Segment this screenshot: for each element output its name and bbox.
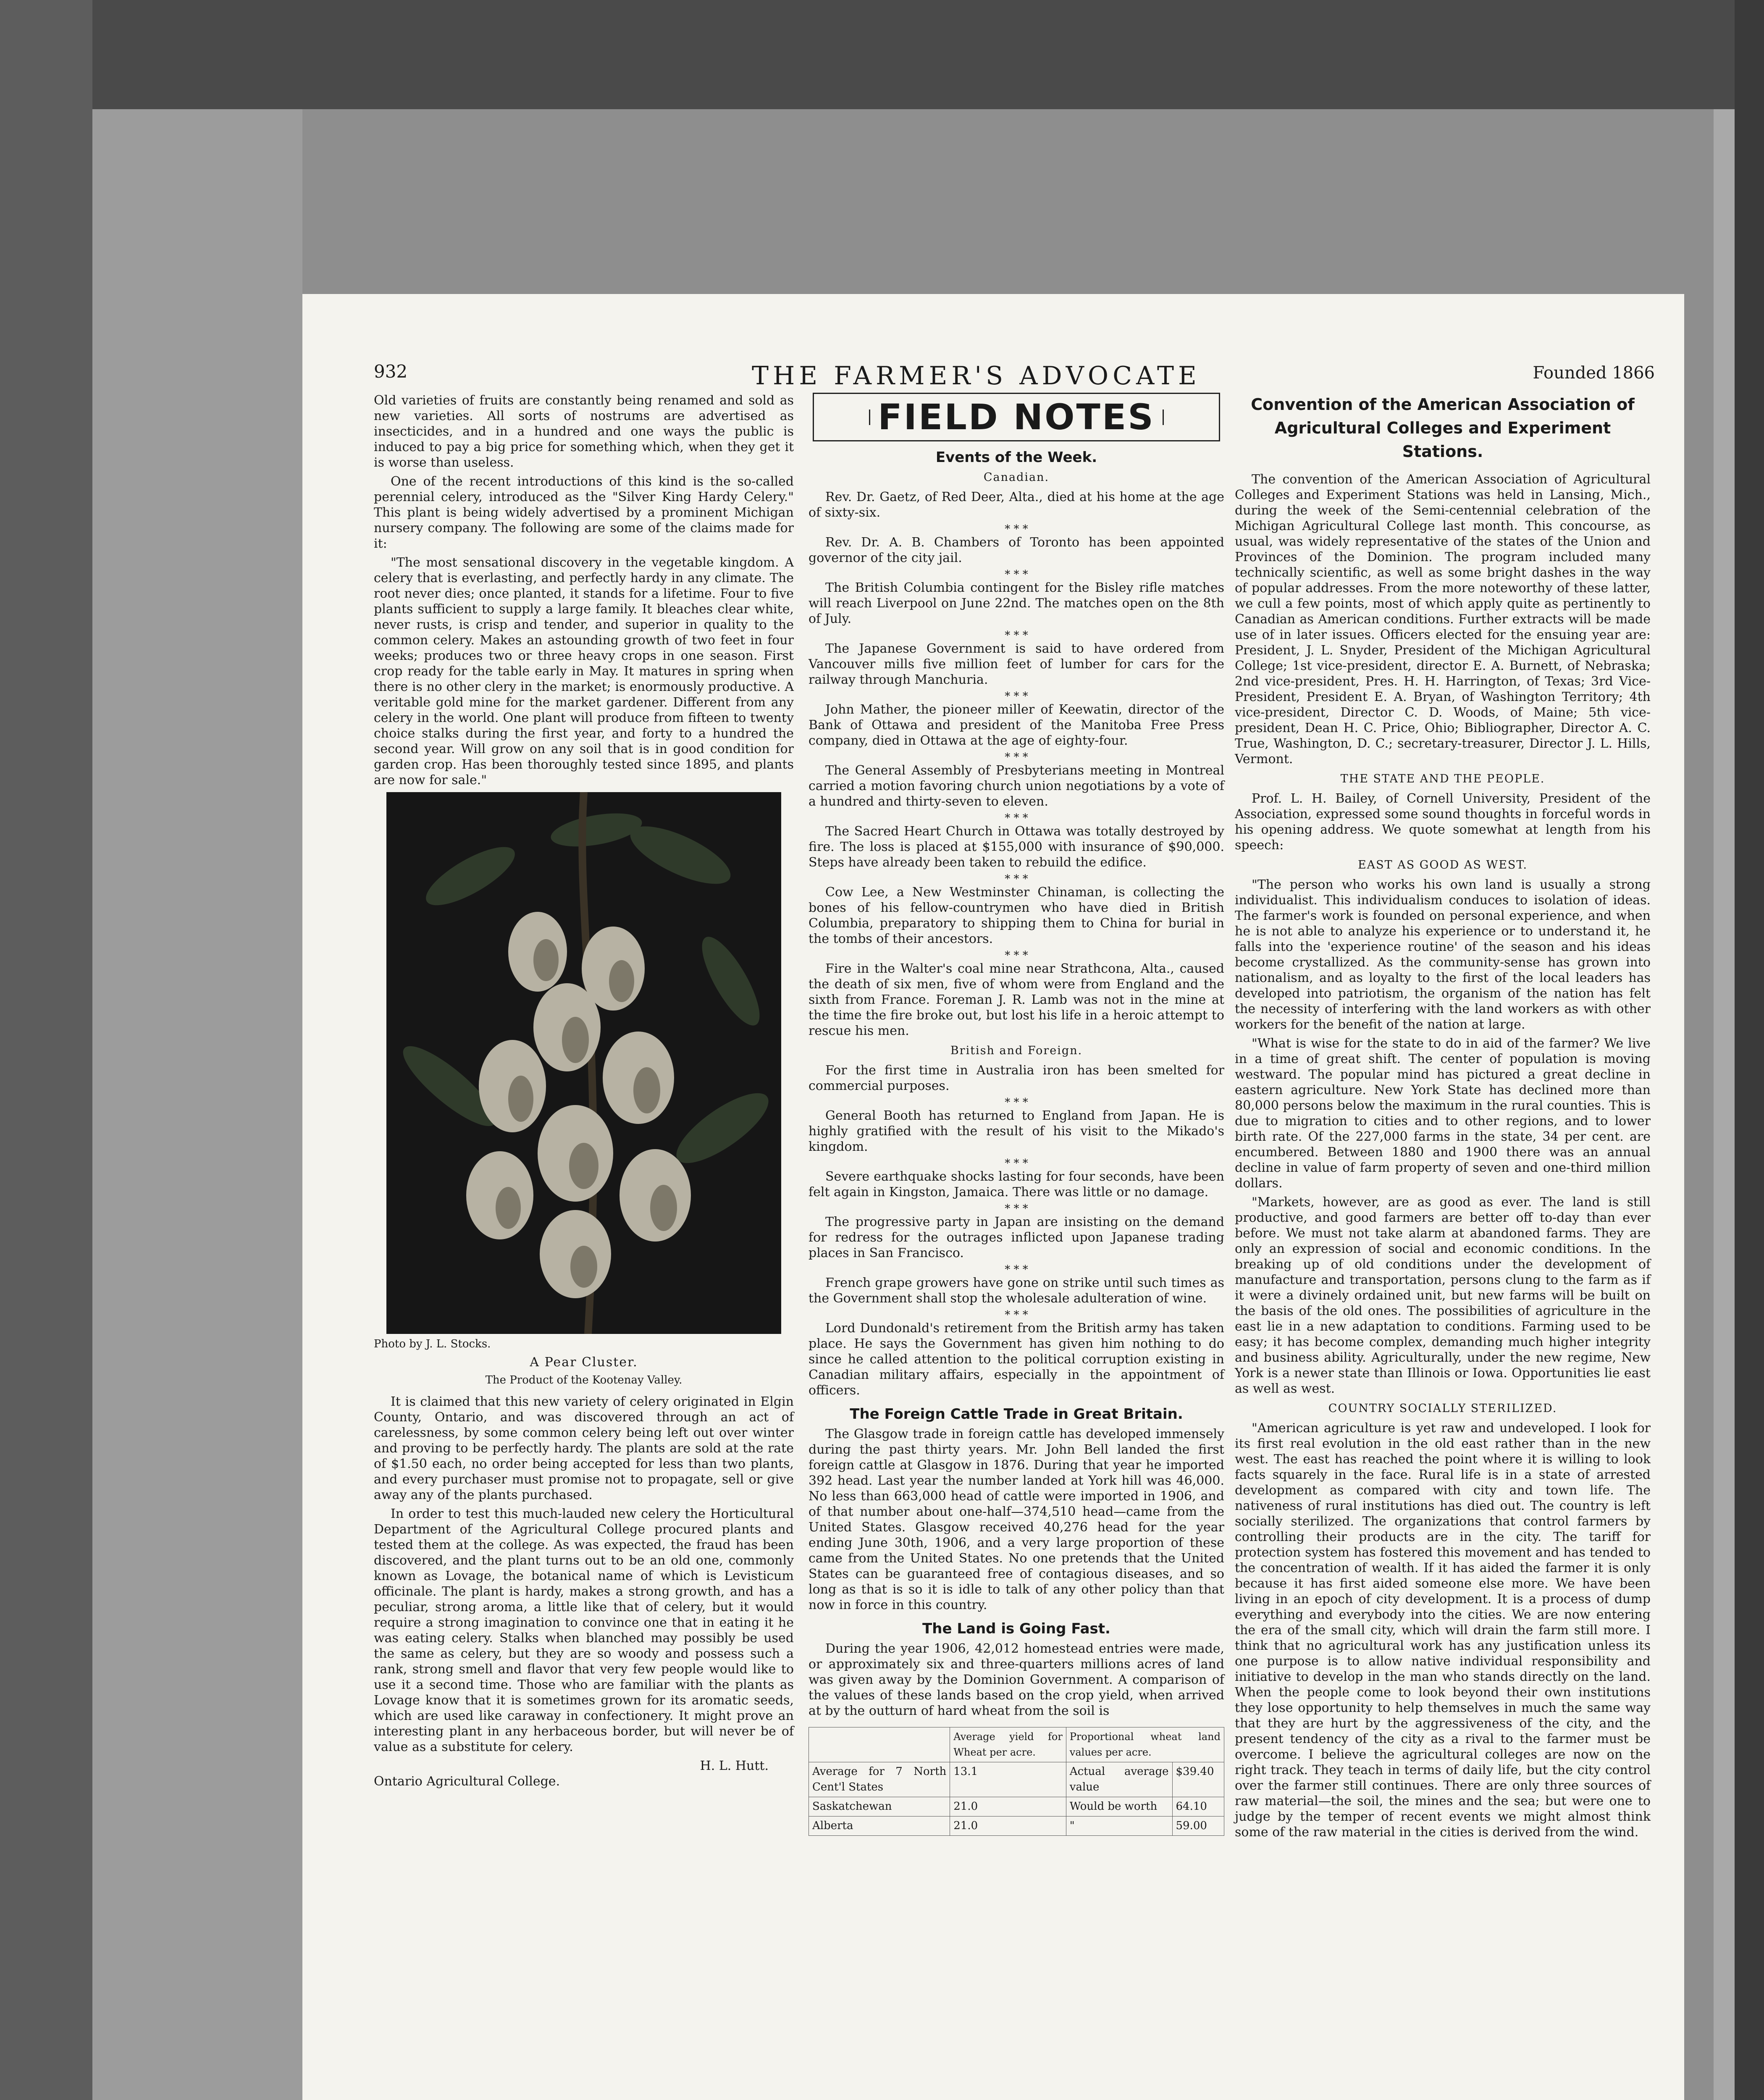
news-item: Fire in the Walter's coal mine near Strathcona, Alta., caused the death of six men, five of whom were from England and the sixth from France. Foreman J. R. Lamb was not in the mine at the time the fire broke out, but lost his life in a heroic attempt to rescue his men. <box>808 961 1224 1038</box>
land-heading: The Land is Going Fast. <box>922 1620 1110 1637</box>
table-row <box>809 1762 1224 1797</box>
pear-cluster-image <box>386 792 781 1334</box>
quoted-claims: "The most sensational discovery in the vegetable kingdom. A celery that is everlasting, and perfectly hardy in any climate. The root never dies; once planted, it stands for a lifetime. Four to five plants sufficient to supply a large family. It bleaches clear white, never rusts, is crisp and tender, and superior in quality to the common celery. Makes an astounding growth of two feet in four weeks; produces two or three heavy crops in one season. First crop ready for the table early in May. It matures in spring when there is no other clery in the market; is enormously productive. A veritable gold mine for the market gardener. Different from any celery in the world. One plant will produce from fifteen to twenty choice stalks during the first year, and forty to a hundred the second year. Will grow on any soil that is in good condition for garden crop. Has been thoroughly tested since 1895, and plants are now for sale." <box>374 555 794 788</box>
paragraph: "American agriculture is yet raw and undeveloped. I look for its first real evolution in the old east rather than in the new west. The east has reached the point where it is willing to look facts squarely in the face. Rural life is in a state of arrested development as compared with city and town life. The nativeness of rural institutions has died out. The country is left socially sterilized. The organizations that control farmers by controlling their products are in the city. The tariff for protection system has fostered this movement and has tended to the concentration of wealth. If it has aided the farmer it is only because it has first aided someone else more. We have been living in an epoch of city development. It is a process of dump everything and everybody into the cities. We are now entering the era of the small city, which will drain the farm still more. I think that no agricultural work has any justification unless its one purpose is to allow native individual responsibility and initiative to develop in the man who stands directly on the land. When the people come to look beyond their own institutions they lose opportunity to help themselves in much the same way that they are hurt by the aggressiveness of the city, and the present tendency of the city as a rival to the farmer must be overcome. I believe the agricultural colleges are now on the right track. They teach in terms of daily life, but the city control over the farmer still continues. There are only three sources of raw material—the soil, the mines and the sea; but were one to judge by the temper of recent events we might almost think some of the raw material in the cities is derived from the wind. <box>1235 1421 1651 1840</box>
paragraph: "What is wise for the state to do in aid of the farmer? We live in a time of great shift. The center of population is moving westward. The popular mind has pictured a great decline in eastern agriculture. New York State has declined more than 80,000 persons below the maximum in the rural counties. This is due to migration to cities and to other regions, and to lower birth rate. Of the 227,000 farms in the state, 34 per cent. are encumbered. Between 1880 and 1900 there was an annual decline in value of farm property of seven and one-third million dollars. <box>1235 1036 1651 1191</box>
masthead: THE FARMER'S ADVOCATE <box>752 361 1201 391</box>
news-item: The British Columbia contingent for the Bisley rifle matches will reach Liverpool on June 22nd. The matches open on the 8th of July. <box>808 580 1224 626</box>
paragraph: Old varieties of fruits are constantly being renamed and sold as new varieties. All sorts of nostrums are advertised as insecticides, and in a hundred and one ways the public is induced to pay a big price for something which, when they get it is worse than useless. <box>374 393 794 470</box>
separator: * * * <box>1005 873 1028 885</box>
paragraph: The convention of the American Association of Agricultural Colleges and Experiment Stations was held in Lansing, Mich., during the week of the Semi-centennial celebration of the Michigan Agricultural College last month. This concourse, as usual, was widely representative of the states of the Union and Provinces of the Dominion. The program included many technically scientific, as well as some bright dashes in the way of popular addresses. From the more noteworthy of these latter, we cull a few points, most of which apply quite as pertinently to Canadian as American conditions. Further extracts will be made use of in later issues. Officers elected for the ensuing year are: President, J. L. Snyder, President of the Michigan Agricultural College; 1st vice-president, director E. A. Burnett, of Nebraska; 2nd vice-president, Pres. H. H. Harrington, of Texas; 3rd Vice-President, President E. A. Bryan, of Washington Territory; 4th vice-president, Director C. D. Woods, of Maine; 5th vice-president, Dean H. C. Price, Ohio; Bibliographer, Director A. C. True, Washington, D. C.; secretary-treasurer, Director J. L. Hills, Vermont. <box>1235 472 1651 766</box>
paragraph: One of the recent introductions of this kind is the so-called perennial celery, introduced as the "Silver King Hardy Celery." This plant is being widely advertised by a prominent Michigan nursery company. The following are some of the claims made for it: <box>374 474 794 551</box>
separator: * * * <box>1005 1096 1028 1109</box>
table-header-blank <box>809 1727 950 1762</box>
running-head <box>374 361 1655 391</box>
page-number: 932 <box>374 361 408 382</box>
table-header-row <box>809 1727 1224 1762</box>
paragraph: In order to test this much-lauded new celery the Horticultural Department of the Agricultural College procured plants and tested them at the college. As was expected, the fraud has been discovered, and the plant turns out to be an old one, commonly known as Lovage, the botanical name of which is Levisticum officinale. The plant is hardy, makes a strong growth, and has a peculiar, strong aroma, a little like that of celery, but it would require a strong imagination to convince one that in eating it he was eating celery. Stalks when blanched may possibly be used the same as celery, but they are so woody and possess such a rank, strong smell and flavor that very few people would like to use it a second time. Those who are familiar with the plants as Lovage know that it is sometimes grown for its aromatic seeds, which are used like caraway in confectionery. It might prove an interesting plant in any herbaceous border, but will never be of value as a substitute for celery. <box>374 1507 794 1754</box>
photo-credit: Photo by J. L. Stocks. <box>374 1338 491 1350</box>
paragraph: It is claimed that this new variety of celery originated in Elgin County, Ontario, and was discovered through an act of carelessness, by some common celery being left out over winter and proving to be perfectly hardy. The plants are sold at the rate of $1.50 each, no order being accepted for less than two plants, and every purchaser must promise not to propagate, sell or give away any of the plants purchased. <box>374 1394 794 1502</box>
table-row <box>809 1816 1224 1836</box>
news-item: General Booth has returned to England from Japan. He is highly gratified with the result of his visit to the Mikado's kingdom. <box>808 1108 1224 1154</box>
scan-background-right <box>1735 0 1764 2100</box>
east-west-subhead: EAST AS GOOD AS WEST. <box>1357 858 1528 872</box>
separator: * * * <box>1005 1309 1028 1321</box>
table-header-yield: Average yield for Wheat per acre. <box>950 1727 1066 1762</box>
paragraph: Prof. L. H. Bailey, of Cornell University, President of the Association, expressed some sound thoughts in forceful words in his opening address. We quote somewhat at length from his speech: <box>1235 791 1651 853</box>
news-item: The progressive party in Japan are insisting on the demand for redress for the outrages inflicted upon Japanese trading places in San Francisco. <box>808 1215 1224 1260</box>
news-item: Severe earthquake shocks lasting for four seconds, have been felt again in Kingston, Jamaica. There was little or no damage. <box>808 1169 1224 1200</box>
separator: * * * <box>1005 812 1028 824</box>
scan-background-left <box>0 0 92 2100</box>
separator: * * * <box>1005 949 1028 962</box>
news-item: Rev. Dr. A. B. Chambers of Toronto has been appointed governor of the city jail. <box>808 535 1224 565</box>
news-item: Rev. Dr. Gaetz, of Red Deer, Alta., died at his home at the age of sixty-six. <box>808 490 1224 520</box>
british-foreign-subhead: British and Foreign. <box>950 1044 1083 1057</box>
news-item: The Sacred Heart Church in Ottawa was totally destroyed by fire. The loss is placed at $155,000 with insurance of $90,000. Steps have already been taken to rebuild the edifice. <box>808 824 1224 870</box>
field-notes-title: FIELD NOTES <box>869 410 1163 425</box>
author-affiliation: Ontario Agricultural College. <box>374 1774 560 1789</box>
separator: * * * <box>1005 690 1028 703</box>
news-item: The Japanese Government is said to have ordered from Vancouver mills five million feet of lumber for cars for the railway through Manchuria. <box>808 641 1224 687</box>
news-item: The General Assembly of Presbyterians meeting in Montreal carried a motion favoring church union negotiations by a vote of a hundred and thirty-seven to eleven. <box>808 763 1224 809</box>
paragraph: "The person who works his own land is usually a strong individualist. This individualism conduces to isolation of ideas. The farmer's work is founded on personal experience, and when he is not able to analyze his experience or to understand it, he falls into the 'experience routine' of the season and his ideas become crystallized. As the community-sense has grown into nationalism, and as loyalty to the first of the local leaders has developed into patriotism, the organism of the nation has felt the necessity of interfering with the land workers as with other workers for the benefit of the nation at large. <box>1235 877 1651 1032</box>
canadian-subhead: Canadian. <box>983 471 1050 484</box>
table-header-value: Proportional wheat land values per acre. <box>1066 1727 1224 1762</box>
scan-background-top <box>0 0 1764 109</box>
pear-cluster-photo <box>386 792 781 1334</box>
separator: * * * <box>1005 1263 1028 1276</box>
table-cell-yield: 13.1 <box>950 1762 1066 1797</box>
table-cell-yield: 21.0 <box>950 1797 1066 1816</box>
right-column <box>1235 393 1651 1843</box>
separator: * * * <box>1005 1157 1028 1170</box>
news-item: Cow Lee, a New Westminster Chinaman, is collecting the bones of his fellow-countrymen who have died in British Columbia, preparatory to shipping them to China for burial in the tombs of their ancestors. <box>808 885 1224 946</box>
cattle-trade-heading: The Foreign Cattle Trade in Great Britain. <box>850 1406 1183 1423</box>
wheat-land-table <box>808 1727 1224 1836</box>
paragraph: "Markets, however, are as good as ever. The land is still productive, and good farmers are better off to-day than ever before. We must not take alarm at abandoned farms. They are only an expression of social and economic conditions. In the breaking up of old conditions under the development of manufacture and transportation, persons clung to the farm as if it were a divinely ordained unit, but new farms will be built on the basis of the old ones. The possibilities of agriculture in the east lie in a new adaptation to conditions. Farming used to be easy; it has become complex, demanding much higher integrity and business ability. Agriculturally, under the new regime, New York is a newer state than Illinois or Iowa. Opportunities lie east as well as west. <box>1235 1195 1651 1396</box>
separator: * * * <box>1005 751 1028 764</box>
field-notes-banner <box>813 393 1220 441</box>
table-cell-value: Actual average value <box>1066 1762 1172 1797</box>
table-cell-amount: $39.40 <box>1172 1762 1224 1797</box>
photo-caption-title: A Pear Cluster. <box>530 1355 638 1370</box>
table-cell-yield: 21.0 <box>950 1816 1066 1836</box>
scan-background-margin <box>92 109 302 2100</box>
table-cell-label: Average for 7 North Cent'l States <box>809 1762 950 1797</box>
table-cell-label: Alberta <box>809 1816 950 1836</box>
convention-heading: Convention of the American Association of Agricultural Colleges and Experiment Stations. <box>1251 395 1635 461</box>
paragraph: During the year 1906, 42,012 homestead entries were made, or approximately six and three-quarters millions acres of land was given away by the Dominion Government. A comparison of the values of these lands based on the crop yield, when arrived at by the outturn of hard wheat from the soil is <box>808 1641 1224 1718</box>
state-people-subhead: THE STATE AND THE PEOPLE. <box>1340 772 1545 785</box>
news-item: Lord Dundonald's retirement from the British army has taken place. He says the Government has given him nothing to do since he called attention to the political corruption existing in Canadian military affairs, especially in the appointment of officers. <box>808 1321 1224 1398</box>
separator: * * * <box>1005 629 1028 642</box>
founded-date: Founded 1866 <box>1533 363 1655 383</box>
author-signature: H. L. Hutt. <box>700 1759 769 1773</box>
news-item: French grape growers have gone on strike until such times as the Government shall stop the wholesale adulteration of wine. <box>808 1276 1224 1306</box>
middle-column <box>808 393 1224 1836</box>
news-item: John Mather, the pioneer miller of Keewatin, director of the Bank of Ottawa and president of the Manitoba Free Press company, died in Ottawa at the age of eighty-four. <box>808 702 1224 748</box>
separator: * * * <box>1005 568 1028 581</box>
separator: * * * <box>1005 523 1028 536</box>
table-cell-value: Would be worth <box>1066 1797 1172 1816</box>
paragraph: The Glasgow trade in foreign cattle has developed immensely during the past thirty years. Mr. John Bell landed the first foreign cattle at Glasgow in 1876. During that year he imported 392 head. Last year the number landed at York hill was 46,000. No less than 663,000 head of cattle were imported in 1906, and of that number about one-half—374,510 head—came from the United States. Glasgow received 40,276 head for the year ending June 30th, 1906, and a very large proportion of these came from the United States. No one pretends that the United States can be guaranteed free of contagious diseases, and so long as that is so it is idle to talk of any other policy than that now in force in this country. <box>808 1427 1224 1612</box>
table-cell-amount: 64.10 <box>1172 1797 1224 1816</box>
country-sterilized-subhead: COUNTRY SOCIALLY STERILIZED. <box>1328 1402 1557 1415</box>
table-cell-value: " <box>1066 1816 1172 1836</box>
events-heading: Events of the Week. <box>935 449 1097 466</box>
table-row <box>809 1797 1224 1816</box>
photo-caption-subtitle: The Product of the Kootenay Valley. <box>485 1374 682 1386</box>
separator: * * * <box>1005 1202 1028 1215</box>
news-item: For the first time in Australia iron has been smelted for commercial purposes. <box>808 1063 1224 1093</box>
left-column <box>374 393 794 1789</box>
table-cell-amount: 59.00 <box>1172 1816 1224 1836</box>
table-cell-label: Saskatchewan <box>809 1797 950 1816</box>
